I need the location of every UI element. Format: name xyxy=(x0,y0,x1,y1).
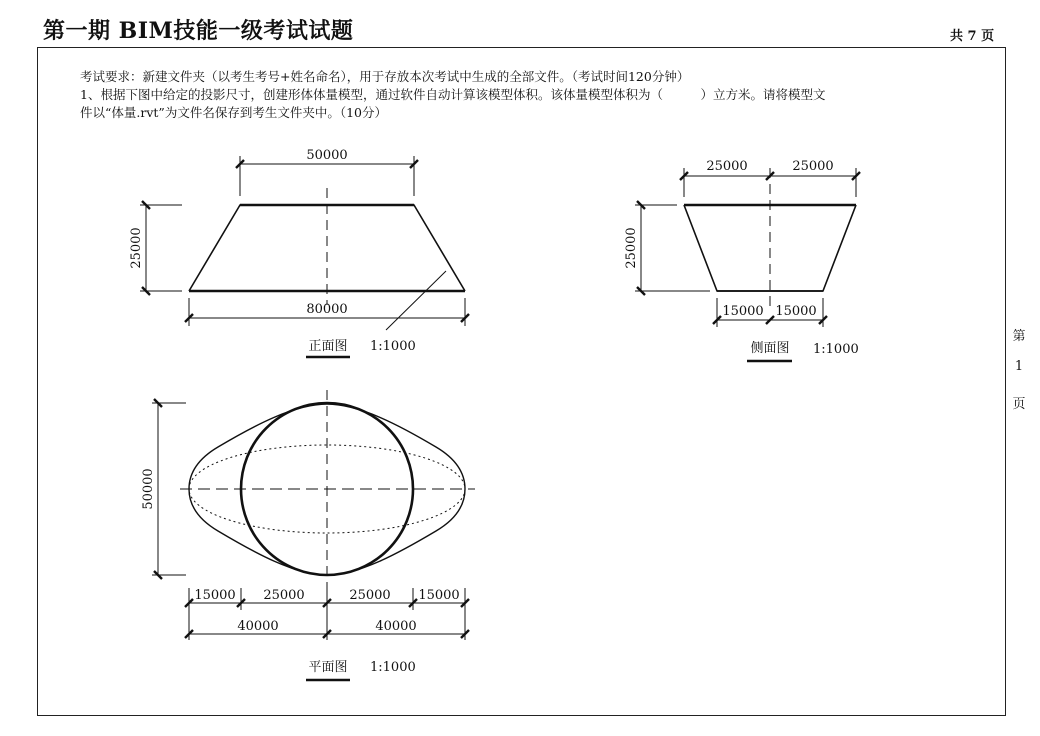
front-view-scale: 1:1000 xyxy=(370,339,416,354)
plan-view-dim-40000-right: 40000 xyxy=(375,619,417,634)
question-line: 件以“体量.rvt”为文件名保存到考生文件夹中。（10分） xyxy=(80,105,387,120)
plan-view-dim-15000-right: 15000 xyxy=(418,588,460,603)
plan-view-dim-15000-left: 15000 xyxy=(194,588,236,603)
side-view-bottom-left-dim: 15000 xyxy=(722,304,764,319)
total-pages: 共 7 页 xyxy=(950,29,995,44)
front-view-outline xyxy=(189,205,465,291)
side-view-scale: 1:1000 xyxy=(813,342,859,357)
front-view-top-dim: 50000 xyxy=(306,148,348,163)
side-view-title: 侧面图 xyxy=(750,341,790,356)
front-view-title: 正面图 xyxy=(308,339,348,354)
front-view-bottom-dim: 80000 xyxy=(306,302,348,317)
requirement-line: 考试要求：新建文件夹（以考生考号+姓名命名），用于存放本次考试中生成的全部文件。（考试时间120分钟） xyxy=(80,69,690,84)
page-number-value: 1 xyxy=(1014,359,1024,374)
plan-view-dim-40000-left: 40000 xyxy=(237,619,279,634)
plan-view-dim-25000-right: 25000 xyxy=(349,588,391,603)
side-view-bottom-right-dim: 15000 xyxy=(775,304,817,319)
plan-view-dim-25000-left: 25000 xyxy=(263,588,305,603)
side-view-height-dim: 25000 xyxy=(624,227,639,269)
side-view-top-right-dim: 25000 xyxy=(792,159,834,174)
plan-view-scale: 1:1000 xyxy=(370,660,416,675)
page-number-char: 第 xyxy=(1012,329,1026,344)
side-view-top-left-dim: 25000 xyxy=(706,159,748,174)
exam-title: 第一期 BIM技能一级考试试题 xyxy=(43,18,354,44)
plan-view-height-dim: 50000 xyxy=(141,468,156,510)
plan-view xyxy=(152,390,475,680)
front-view xyxy=(140,156,469,357)
front-view-leader xyxy=(386,271,446,330)
page-number-char: 页 xyxy=(1012,397,1026,412)
front-view-height-dim: 25000 xyxy=(129,227,144,269)
plan-view-title: 平面图 xyxy=(308,660,348,675)
question-line: 1、根据下图中给定的投影尺寸，创建形体体量模型，通过软件自动计算该模型体积。该体量模型体积为（ ）立方米。请将模型文 xyxy=(80,87,826,102)
side-view xyxy=(635,168,860,361)
